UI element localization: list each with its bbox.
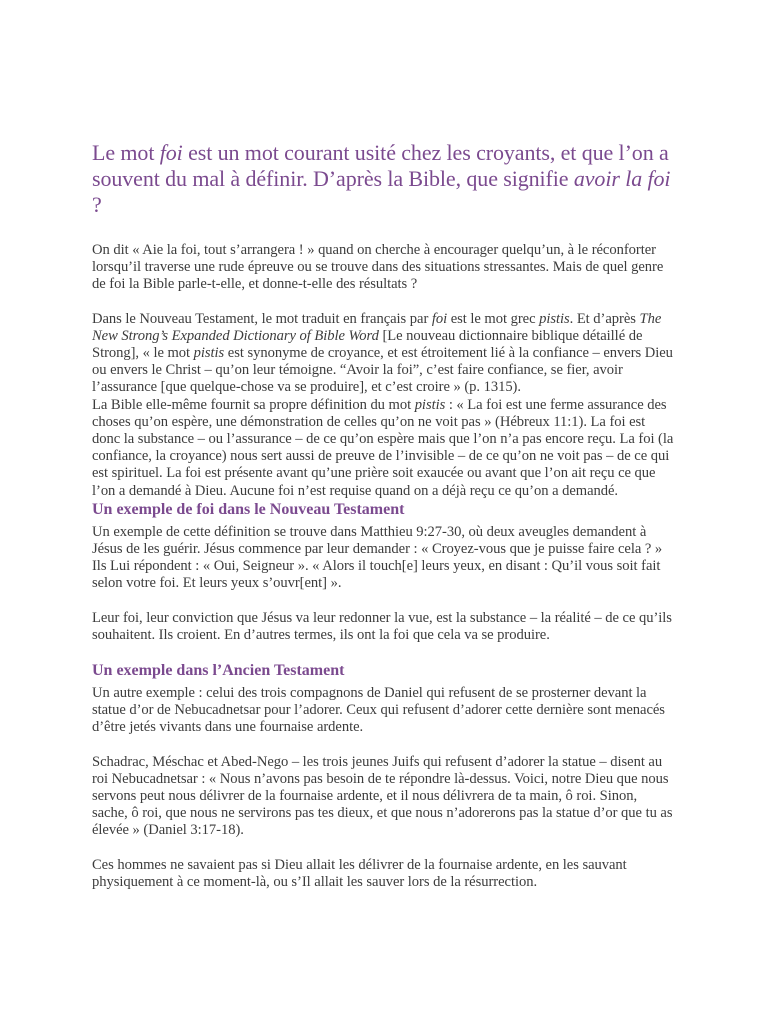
paragraph-7: Schadrac, Méschac et Abed-Nego – les trois jeunes Juifs qui refusent d’adorer la statue – disent au roi Nebucadnetsar : « Nous n’avons pas besoin de te répondre là-dessus. Voici, notre Dieu que nous servons peut nous délivrer de la fournaise ardente, et il nous délivrera de ta main, ô roi. Sinon, sache, ô roi, que nous ne servirons pas tes dieux, et que nous n’adorerons pas la statue d’or que tu as élevée » (Daniel 3:17-18).	[92, 753, 673, 839]
article	[92, 140, 676, 891]
paragraph-3	[92, 397, 676, 500]
intro-text-3: ?	[92, 192, 102, 217]
p2-text-a: Dans le Nouveau Testament, le mot traduit en français par	[92, 310, 432, 327]
p2-book-title: The New Strong’s Expanded Dictionary of Bible Word	[92, 310, 662, 344]
p2-text-c: . Et d’après	[569, 310, 640, 327]
paragraph-4: Un exemple de cette définition se trouve dans Matthieu 9:27-30, où deux aveugles demandent à Jésus de les guérir. Jésus commence par leur demander : « Croyez-vous que je puisse faire cela ? » Ils Lui répondent : « Oui, Seigneur ». « Alors il touch[e] leurs yeux, en disant : Qu’il vous soit fait selon votre foi. Et leurs yeux s’ouvr[ent] ».	[92, 523, 663, 592]
p3-pistis: pistis	[414, 396, 446, 413]
intro-text-2: est un mot courant usité chez les croyants, et que l’on a souvent du mal à définir. D’après la Bible, que signifie	[92, 140, 669, 191]
heading-ancien-testament: Un exemple dans l’Ancien Testament	[92, 662, 345, 680]
p3-text-a: La Bible elle-même fournit sa propre définition du mot	[92, 396, 415, 413]
paragraph-1: On dit « Aie la foi, tout s’arrangera ! » quand on cherche à encourager quelqu’un, à le réconforter lorsqu’il traverse une rude épreuve ou se trouve dans des situations stressantes. Mais de quel genre de foi la Bible parle-t-elle, et donne-t-elle des résultats ?	[92, 242, 664, 293]
heading-nouveau-testament: Un exemple de foi dans le Nouveau Testament	[92, 500, 405, 518]
p2-text-d: [Le nouveau dictionnaire biblique détaillé de Strong], « le mot	[92, 327, 643, 362]
intro-avoir-la-foi: avoir la foi	[573, 166, 671, 191]
intro-foi: foi	[159, 140, 183, 165]
paragraph-6: Un autre exemple : celui des trois compagnons de Daniel qui refusent de se prosterner devant la statue d’or de Nebucadnetsar pour l’adorer. Ceux qui refusent d’adorer cette dernière sont menacés d’être jetés vivants dans une fournaise ardente.	[92, 685, 665, 736]
paragraph-5: Leur foi, leur conviction que Jésus va leur redonner la vue, est la substance – la réalité – de ce qu’ils souhaitent. Ils croient. En d’autres termes, ils ont la foi que cela va se produire.	[92, 609, 672, 643]
p2-pistis-2: pistis	[193, 345, 225, 362]
p2-text-e: est synonyme de croyance, et est étroitement lié à la confiance – envers Dieu ou envers le Christ – qu’on leur témoigne. “Avoir la foi”, c’est faire confiance, se fier, avoir l’assurance [que quelque-chose va se produire], et c’est croire » (p. 1315).	[92, 345, 673, 396]
p2-pistis: pistis	[539, 310, 570, 327]
p3-text-b: : « La foi est une ferme assurance des choses qu’on espère, une démonstration de celles qu’on ne voit pas » (Hébreux 11:1). La foi est donc la substance – ou l’assurance – de ce qu’on espère mais que l’on n’a pas encore reçu. La foi (la confiance, la croyance) nous sert aussi de preuve de l’invisible – de ce qu’on ne voit pas – de ce qui est spirituel. La foi est présente avant qu’une prière soit exaucée ou avant que l’on ait reçu ce que l’on a demandé à Dieu. Aucune foi n’est requise quand on a déjà reçu ce qu’on a demandé.	[92, 396, 674, 499]
intro-lead	[92, 140, 676, 218]
paragraph-8: Ces hommes ne savaient pas si Dieu allait les délivrer de la fournaise ardente, en les sauvant physiquement à ce moment-là, ou s’Il allait les sauver lors de la résurrection.	[92, 856, 627, 890]
p2-text-b: est le mot grec	[447, 310, 540, 327]
intro-text-1: Le mot	[92, 140, 160, 165]
paragraph-2	[92, 311, 676, 397]
p2-foi: foi	[431, 310, 448, 327]
